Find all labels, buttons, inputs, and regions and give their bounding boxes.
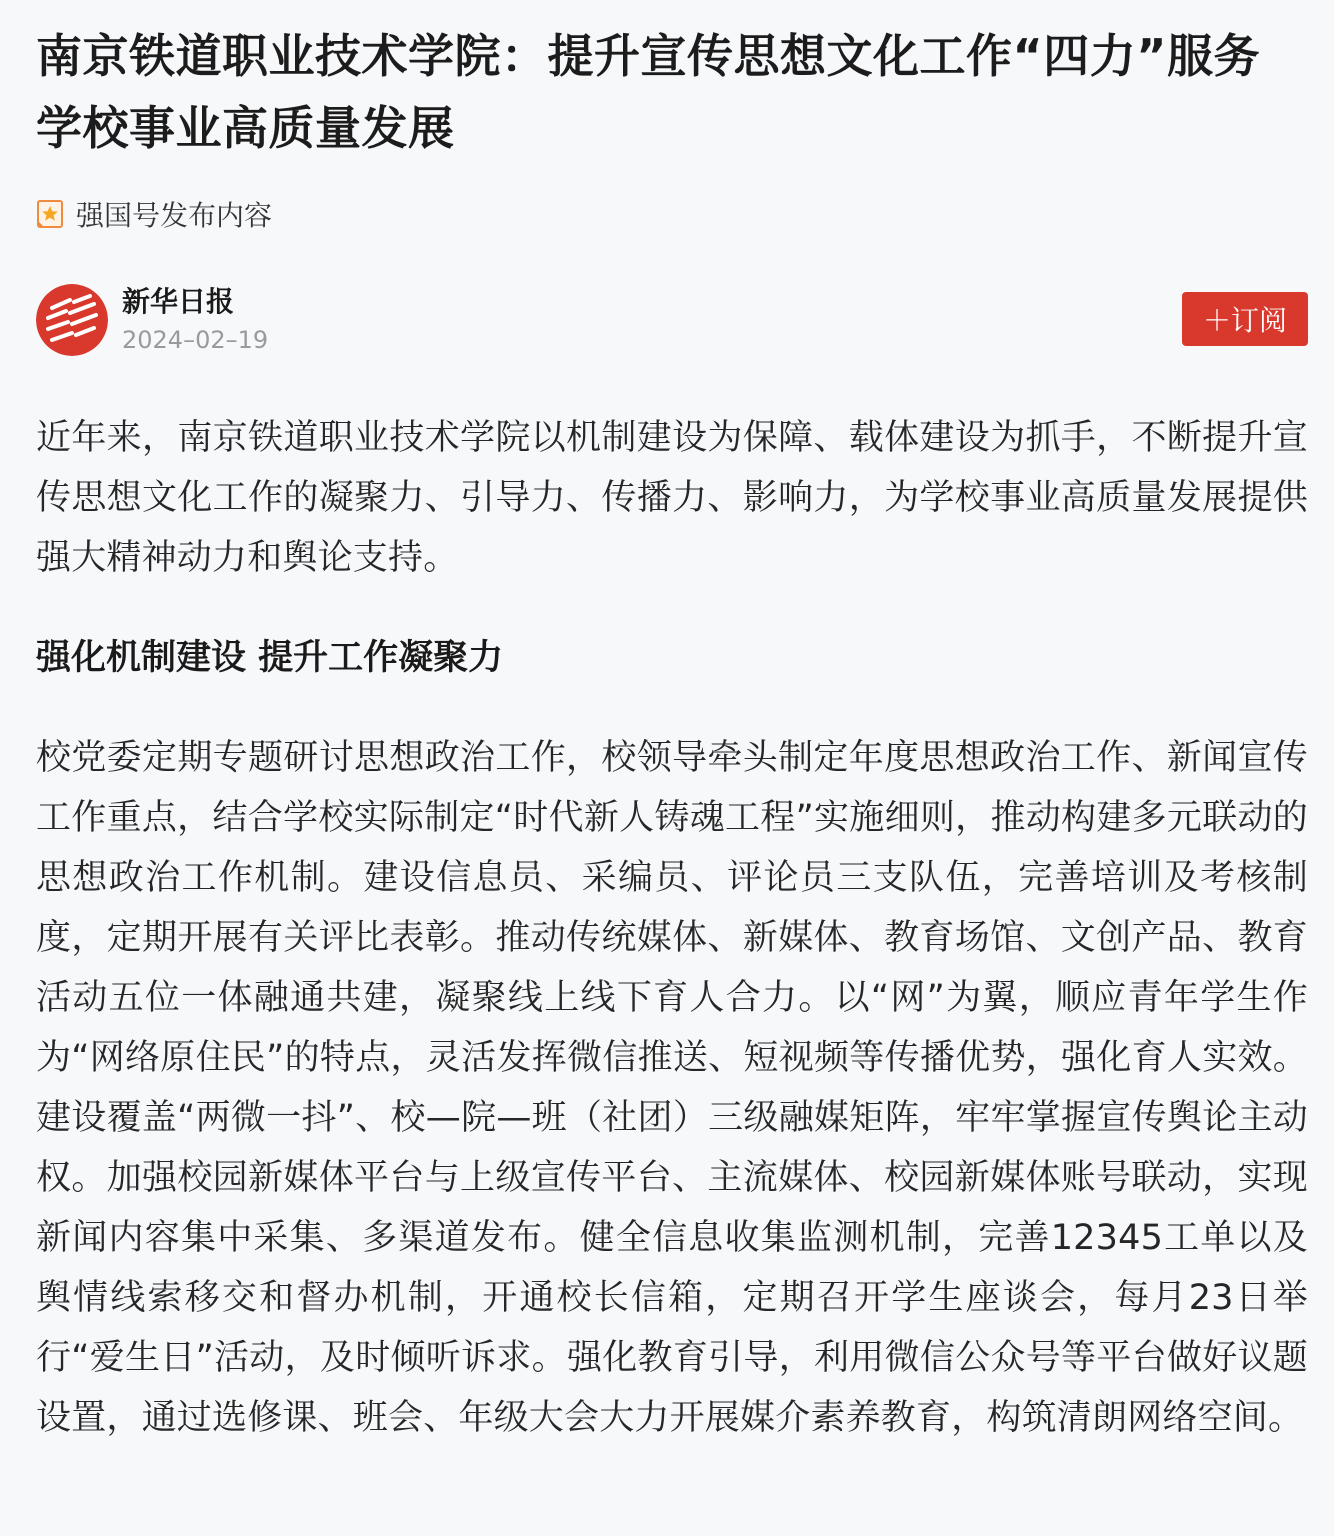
source-tag <box>36 194 1308 234</box>
section-heading: 强化机制建设 提升工作凝聚力 <box>36 638 504 678</box>
article-body <box>36 408 1308 1448</box>
article-paragraph-intro: 近年来，南京铁道职业技术学院以机制建设为保障、载体建设为抓手，不断提升宣传思想文化工作的凝聚力、引导力、传播力、影响力，为学校事业高质量发展提供强大精神动力和舆论支持。 <box>36 418 1308 578</box>
author-info <box>122 284 268 356</box>
source-tag-label: 强国号发布内容 <box>76 199 273 232</box>
subscribe-button[interactable]: ＋订阅 <box>1182 292 1308 346</box>
avatar[interactable] <box>36 284 108 356</box>
star-badge-icon <box>36 199 64 229</box>
xinhua-daily-logo-icon <box>36 284 108 356</box>
author-row <box>36 280 1308 360</box>
article-paragraph-mechanism: 校党委定期专题研讨思想政治工作，校领导牵头制定年度思想政治工作、新闻宣传工作重点，结合学校实际制定“时代新人铸魂工程”实施细则，推动构建多元联动的思想政治工作机制。建设信息员、采编员、评论员三支队伍，完善培训及考核制度，定期开展有关评比表彰。推动传统媒体、新媒体、教育场馆、文创产品、教育活动五位一体融通共建，凝聚线上线下育人合力。以“网”为翼，顺应青年学生作为“网络原住民”的特点，灵活发挥微信推送、短视频等传播优势，强化育人实效。建设覆盖“两微一抖”、校—院—班（社团）三级融媒矩阵，牢牢掌握宣传舆论主动权。加强校园新媒体平台与上级宣传平台、主流媒体、校园新媒体账号联动，实现新闻内容集中采集、多渠道发布。健全信息收集监测机制，完善12345工单以及舆情线索移交和督办机制，开通校长信箱，定期召开学生座谈会，每月23日举行“爱生日”活动，及时倾听诉求。强化教育引导，利用微信公众号等平台做好议题设置，通过选修课、班会、年级大会大力开展媒介素养教育，构筑清朗网络空间。 <box>36 738 1308 1438</box>
publish-date: 2024–02–19 <box>122 326 269 354</box>
author-name[interactable]: 新华日报 <box>122 285 235 318</box>
article-title: 南京铁道职业技术学院：提升宣传思想文化工作“四力”服务学校事业高质量发展 <box>36 29 1260 155</box>
